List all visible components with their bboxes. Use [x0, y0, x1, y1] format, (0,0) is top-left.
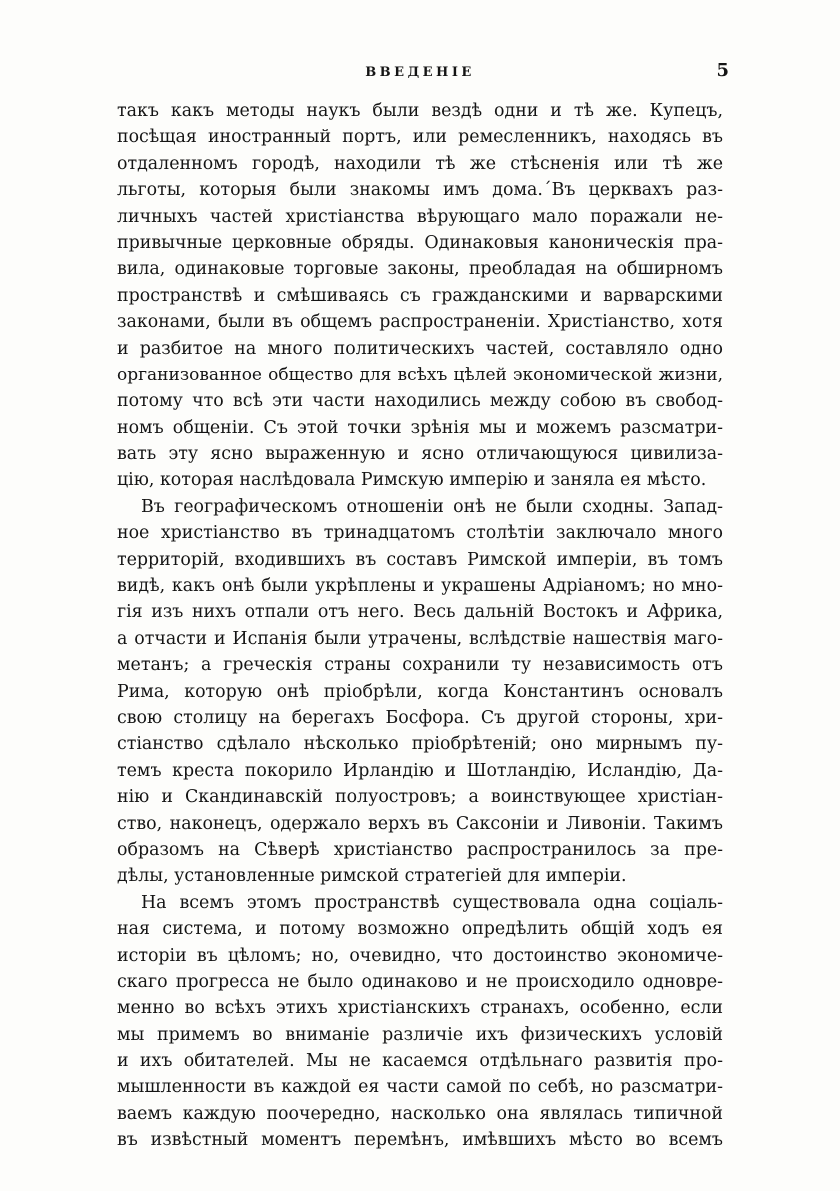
text-line: и разбитое на много политическихъ частей, составляло одно — [117, 338, 723, 359]
text-line: пространствѣ и смѣшиваясь съ гражданскими и варварскими — [117, 285, 723, 306]
paragraph — [117, 494, 723, 890]
text-line: вила, одинаковые торговые законы, преобладая на обширномъ — [117, 259, 723, 280]
text-line: потому что всѣ эти части находились между собою въ свобод- — [117, 391, 723, 412]
text-line: законами, были въ общемъ распространеніи. Христіанство, хотя — [117, 312, 723, 333]
text-line: видѣ, какъ онѣ были укрѣплены и украшены Адріаномъ; но мно- — [117, 576, 723, 597]
text-line: гія изъ нихъ отпали отъ него. Весь дальній Востокъ и Африка, — [117, 602, 723, 623]
body-text — [117, 98, 723, 1154]
text-line: посѣщая иностранный портъ, или ремесленникъ, находясь въ — [117, 127, 723, 148]
text-line: ное христіанство въ тринадцатомъ столѣтіи заключало много — [117, 523, 723, 544]
text-line: дѣлы, установленные римской стратегіей для имперіи. — [117, 866, 627, 887]
text-line: скаго прогресса не было одинаково и не происходило одновре- — [117, 971, 723, 992]
text-line: льготы, которыя были знакомы имъ дома.´Въ церквахъ раз- — [117, 180, 723, 201]
text-line: личныхъ частей христіанства вѣрующаго мало поражали не- — [117, 206, 723, 227]
text-line: Рима, которую онѣ пріобрѣли, когда Константинъ основалъ — [117, 681, 723, 702]
text-line: стіанство сдѣлало нѣсколько пріобрѣтеній; оно мирнымъ пу- — [117, 734, 723, 755]
text-line: менно во всѣхъ этихъ христіанскихъ странахъ, особенно, если — [117, 998, 723, 1019]
running-title: ВВЕДЕНІЕ — [365, 65, 475, 80]
text-line: нію и Скандинавскій полуостровъ; а воинствующее христіан- — [117, 787, 723, 808]
text-line: мы примемъ во вниманіе различіе ихъ физическихъ условій — [117, 1024, 723, 1045]
text-line: организованное общество для всѣхъ цѣлей экономической жизни, — [117, 364, 723, 385]
text-line: ваемъ каждую поочередно, насколько она являлась типичной — [117, 1103, 723, 1124]
text-line: вать эту ясно выраженную и ясно отличающуюся цивилиза- — [117, 444, 723, 465]
text-line: отдаленномъ городѣ, находили тѣ же стѣсненія или тѣ же — [117, 153, 723, 174]
text-line: свою столицу на берегахъ Босфора. Съ другой стороны, хри- — [117, 707, 723, 728]
text-line: въ извѣстный моментъ перемѣнъ, имѣвшихъ мѣсто во всемъ — [117, 1130, 723, 1151]
text-line: Въ географическомъ отношеніи онѣ не были сходны. Запад- — [141, 496, 723, 517]
paragraph — [117, 98, 723, 494]
text-line: мышленности въ каждой ея части самой по себѣ, но разсматри- — [117, 1077, 723, 1098]
text-line: На всемъ этомъ пространствѣ существовала одна соціаль- — [141, 892, 723, 913]
running-head — [117, 60, 729, 86]
text-line: ство, наконецъ, одержало верхъ въ Саксоніи и Ливоніи. Такимъ — [117, 813, 723, 834]
text-line: и ихъ обитателей. Мы не касаемся отдѣльнаго развитія про- — [117, 1051, 723, 1072]
text-line: а отчасти и Испанія были утрачены, вслѣдствіе нашествія маго- — [117, 628, 723, 649]
paragraph — [117, 890, 723, 1154]
text-line: цію, которая наслѣдовала Римскую имперію и заняла ея мѣсто. — [117, 470, 707, 491]
text-line: метанъ; а греческія страны сохранили ту независимость отъ — [117, 655, 723, 676]
text-line: образомъ на Сѣверѣ христіанство распространилось за пре- — [117, 839, 723, 860]
text-line: ная система, и потому возможно опредѣлить общій ходъ ея — [117, 919, 723, 940]
text-line: исторіи въ цѣломъ; но, очевидно, что достоинство экономиче- — [117, 945, 723, 966]
text-line: такъ какъ методы наукъ были вездѣ одни и тѣ же. Купецъ, — [117, 101, 723, 121]
text-line: темъ креста покорило Ирландію и Шотландію, Исландію, Да- — [117, 760, 723, 781]
page-number: 5 — [716, 60, 729, 81]
text-line: территорій, входившихъ въ составъ Римской имперіи, въ томъ — [117, 549, 723, 570]
text-line: номъ общеніи. Съ этой точки зрѣнія мы и можемъ разсматри- — [117, 417, 723, 438]
text-line: привычные церковные обряды. Одинаковыя каноническія пра- — [117, 232, 723, 253]
